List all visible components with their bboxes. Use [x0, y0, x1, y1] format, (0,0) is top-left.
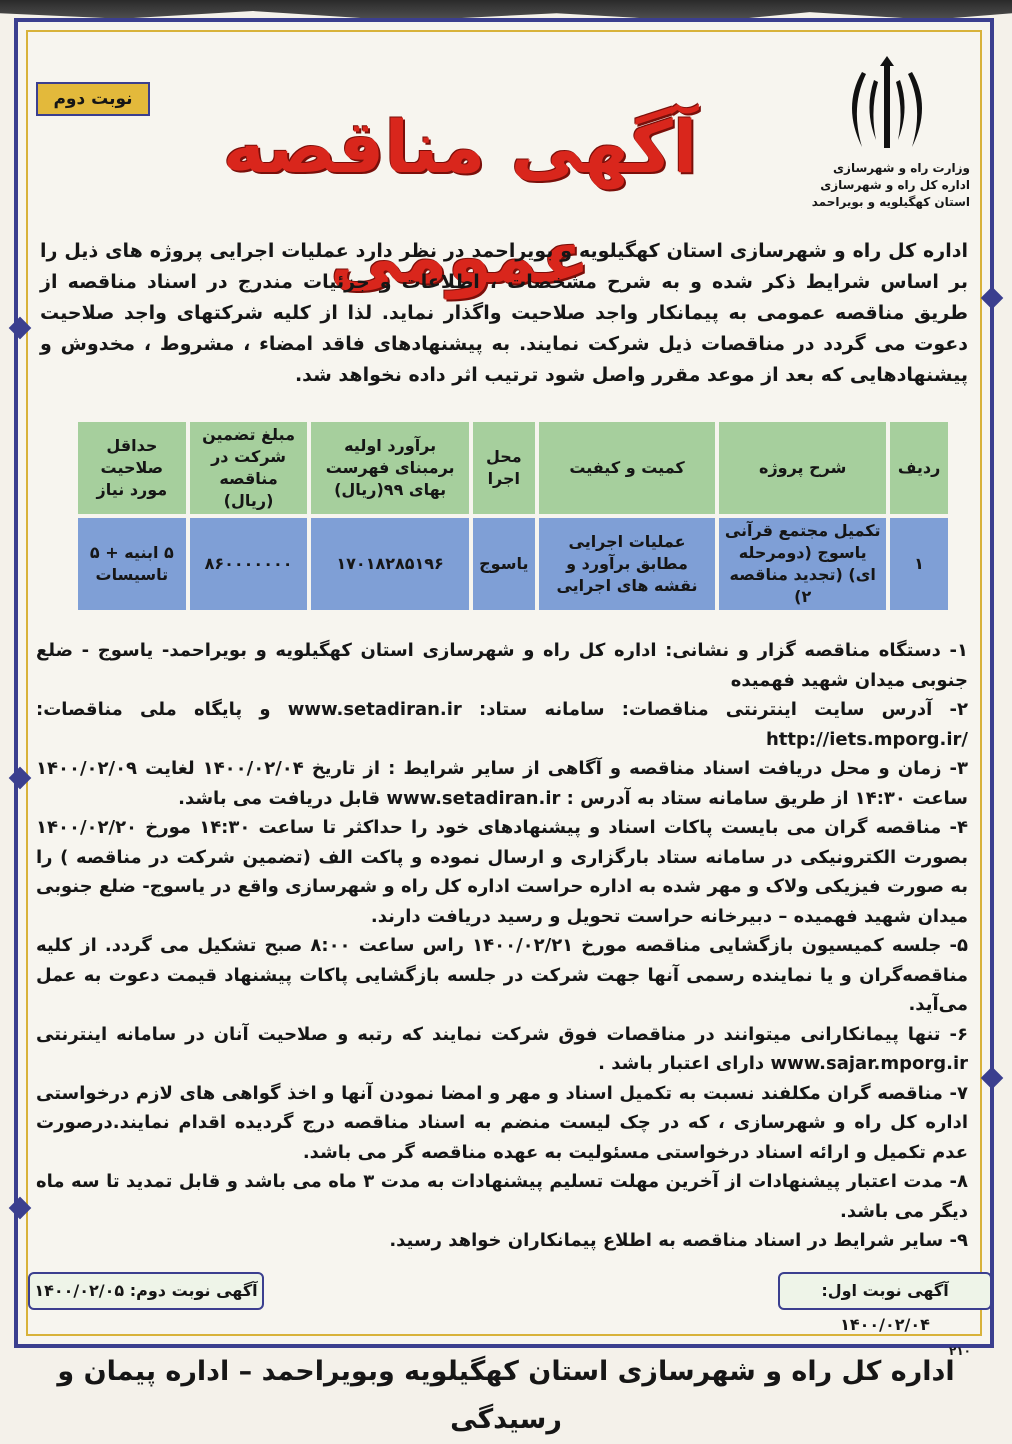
table-header: مبلغ تضمین شرکت در مناقصه (ریال) [190, 422, 308, 514]
condition-text: دارای اعتبار باشد . [598, 1053, 765, 1074]
ministry-line: وزارت راه و شهرسازی [833, 161, 970, 175]
condition-text: و پایگاه ملی مناقصات: [36, 699, 271, 720]
table-header: حداقل صلاحیت مورد نیاز [78, 422, 186, 514]
footer-issuer: اداره کل راه و شهرسازی استان کهگیلویه وبویراحمد – اداره پیمان و رسیدگی [57, 1356, 955, 1435]
table-cell: ۱۷۰۱۸۲۸۵۱۹۶ [311, 518, 468, 610]
condition-item [36, 1020, 968, 1079]
table-cell: ۵ ابنیه + ۵ تاسیسات [78, 518, 186, 610]
ministry-block [770, 160, 970, 211]
conditions-list [36, 636, 968, 1256]
condition-item [36, 695, 968, 754]
table-row [78, 518, 948, 610]
condition-item [36, 754, 968, 813]
table-header: کمیت و کیفیت [539, 422, 716, 514]
notice-code: ۲۱۰ [949, 1344, 971, 1358]
table-cell: یاسوج [473, 518, 535, 610]
sajar-link[interactable]: www.sajar.mporg.ir [770, 1053, 968, 1074]
second-publication-date: آگهی نوبت دوم: ۱۴۰۰/۰۲/۰۵ [28, 1272, 264, 1310]
condition-item: ۴- مناقصه گران می بایست پاکات اسناد و پیشنهادهای خود را حداکثر تا ساعت ۱۴:۳۰ مورخ ۱۴۰۰/۰۲/۲۰ بصورت الکترونیکی در سامانه ستاد بارگزاری و ارسال نموده و پاکت الف (تضمین شرکت در مناقصه ) را به صورت فیزیکی ولاک و مهر شده به اداره حراست اداره کل راه و شهرسازی واقع در یاسوج- ضلع جنوبی میدان شهید فهمیده – دبیرخانه حراست تحویل و رسید دریافت دارند. [36, 817, 968, 927]
table-header: ردیف [890, 422, 948, 514]
condition-item: ۵- جلسه کمیسیون بازگشایی مناقصه مورخ ۱۴۰۰/۰۲/۲۱ راس ساعت ۸:۰۰ صبح تشکیل می گردد. از کلیه مناقصه‌گران و یا نماینده رسمی آنها جهت شرکت در جلسه بازگشایی پاکات پیشنهاد قیمت دعوت به عمل می‌آید. [36, 935, 968, 1015]
table-header: برآورد اولیه برمبنای فهرست بهای ۹۹(ریال) [311, 422, 468, 514]
condition-item: ۸- مدت اعتبار پیشنهادات از آخرین مهلت تسلیم پیشنهادات به مدت ۳ ماه می باشد و قابل تمدید تا سه ماه دیگر می باشد. [36, 1171, 968, 1222]
table-cell: ۱ [890, 518, 948, 610]
page-title: آگهی مناقصه عمومی [222, 105, 698, 299]
condition-text: ۶- تنها پیمانکارانی میتوانند در مناقصات فوق شرکت نمایند که رتبه و صلاحیت آنان در سامانه اینترنتی [36, 1023, 968, 1045]
intro-paragraph: اداره کل راه و شهرسازی استان کهگیلویه و بویراحمد در نظر دارد عملیات اجرایی پروژه های ذیل را بر اساس شرایط ذکر شده و به شرح مشخصات ، اطلاعات و جزئیات مندرج در اسناد مناقصه از طریق مناقصه عمومی به پیمانکار واجد صلاحیت واگذار نماید. لذا از کلیه شرکتهای واجد صلاحیت دعوت می گردد در مناقصات ذیل شرکت نمایند. به پیشنهادهای فاقد امضاء ، مشروط ، مخدوش و پیشنهادهایی که بعد از موعد مقرر واصل شود ترتیب اثر داده نخواهد شد. [40, 240, 968, 386]
tender-table [74, 418, 952, 614]
condition-item: ۱- دستگاه مناقصه گزار و نشانی: اداره کل راه و شهرسازی استان کهگیلویه و بویراحمد- یاسوج - ضلع جنوبی میدان شهید فهمیده [36, 640, 968, 691]
setad-link[interactable]: www.setadiran.ir [287, 699, 462, 720]
ministry-line: اداره کل راه و شهرسازی [820, 178, 970, 192]
iran-emblem-icon [832, 52, 942, 162]
condition-text: قابل دریافت می باشد. [178, 787, 381, 809]
table-cell: عملیات اجرایی مطابق برآورد و نقشه های اجرایی [539, 518, 716, 610]
table-header: محل اجرا [473, 422, 535, 514]
table-cell: ۸۶۰۰۰۰۰۰۰ [190, 518, 308, 610]
table-header-row [78, 422, 948, 514]
iets-link[interactable]: http://iets.mporg.ir/ [765, 728, 968, 750]
table-header: شرح پروژه [719, 422, 886, 514]
condition-item: ۷- مناقصه گران مکلفند نسبت به تکمیل اسناد و مهر و امضا نمودن آنها و اخذ گواهی های لازم درخواستی اداره کل راه و شهرسازی ، که در چک لیست منضم به اسناد مناقصه درج گردیده اقدام نمایند.درصورت عدم تکمیل و ارائه اسناد درخواستی مسئولیت به عهده مناقصه گر می باشد. [36, 1082, 968, 1163]
condition-text: ۳- زمان و محل دریافت اسناد مناقصه و آگاهی از سایر شرایط : از تاریخ ۱۴۰۰/۰۲/۰۴ لغایت ۱۴۰۰/۰۲/۰۹ ساعت ۱۴:۳۰ از طریق سامانه ستاد به آدرس : [36, 758, 968, 809]
round-badge: نوبت دوم [36, 82, 150, 116]
table-cell: تکمیل مجتمع قرآنی یاسوج (دومرحله ای) (تجدید مناقصه ۲) [719, 518, 886, 610]
ministry-line: استان کهگیلویه و بویراحمد [811, 195, 970, 209]
first-publication-date: آگهی نوبت اول: ۱۴۰۰/۰۲/۰۴ [778, 1272, 992, 1310]
setad-link[interactable]: www.setadiran.ir [386, 787, 561, 809]
condition-text: ۲- آدرس سایت اینترنتی مناقصات: سامانه ستاد: [479, 699, 968, 720]
condition-item: ۹- سایر شرایط در اسناد مناقصه به اطلاع پیمانکاران خواهد رسید. [389, 1230, 968, 1251]
